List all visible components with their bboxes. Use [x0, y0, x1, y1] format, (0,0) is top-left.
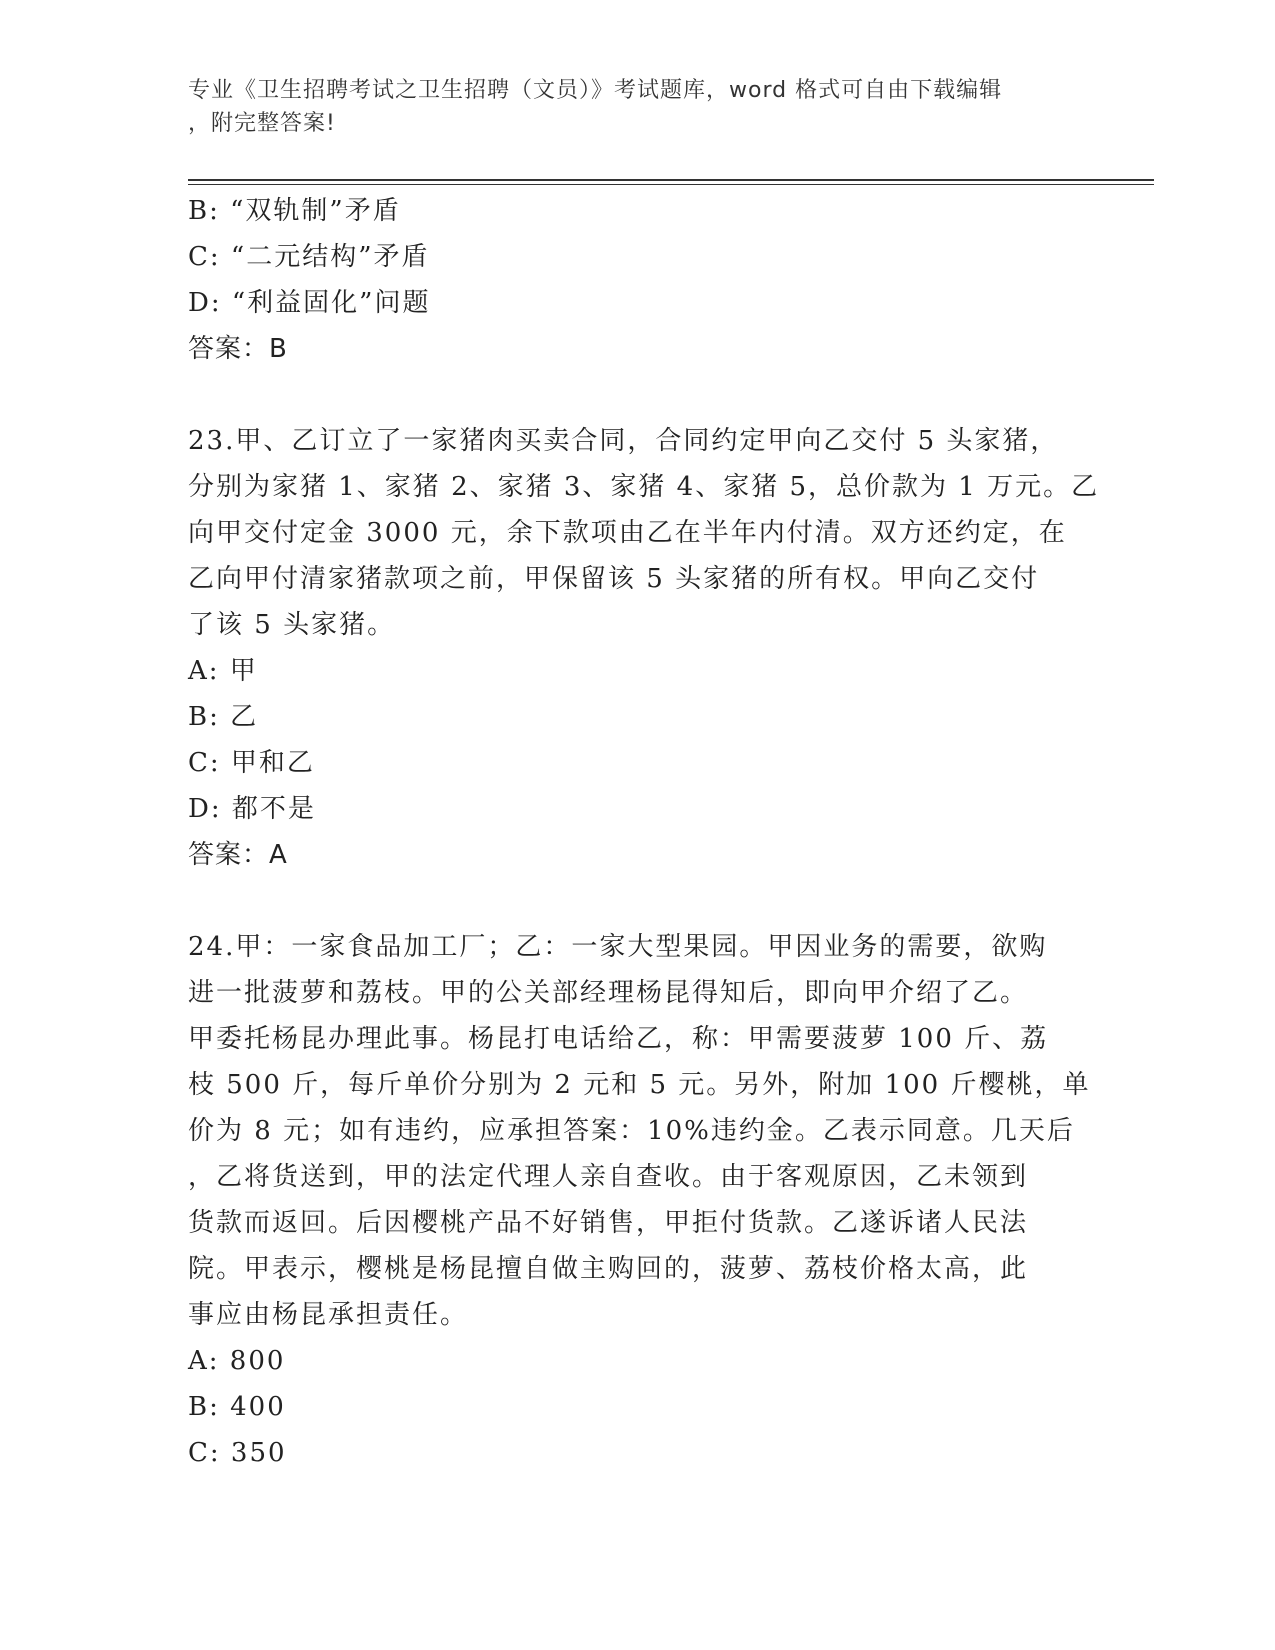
- option-a: A: 甲: [188, 656, 258, 686]
- option-d: D: “利益固化”问题: [188, 288, 431, 318]
- question-text-line: ，乙将货送到，甲的法定代理人亲自查收。由于客观原因，乙未领到: [188, 1162, 1029, 1192]
- question-text-line: 院。甲表示，樱桃是杨昆擅自做主购回的，菠萝、荔枝价格太高，此: [188, 1254, 1029, 1284]
- option-a: A: 800: [188, 1346, 286, 1376]
- question-text-line: 向甲交付定金 3000 元，余下款项由乙在半年内付清。双方还约定，在: [188, 518, 1067, 548]
- option-c: C: “二元结构”矛盾: [188, 242, 430, 272]
- header-line-1: 专业《卫生招聘考试之卫生招聘（文员）》考试题库，word 格式可自由下载编辑: [188, 78, 1003, 103]
- question-text-line: 进一批菠萝和荔枝。甲的公关部经理杨昆得知后，即向甲介绍了乙。: [188, 978, 1029, 1008]
- header-divider-thick: [188, 179, 1154, 181]
- question-text-line: 了该 5 头家猪。: [188, 610, 396, 640]
- header-line-2: ，附完整答案!: [188, 111, 336, 136]
- option-b: B: 400: [188, 1392, 286, 1422]
- question-text-line: 甲委托杨昆办理此事。杨昆打电话给乙，称：甲需要菠萝 100 斤、荔: [188, 1024, 1049, 1054]
- spacer: [188, 878, 1088, 924]
- question-list: [188, 188, 1100, 1476]
- question-text-line: 价为 8 元；如有违约，应承担答案：10%违约金。乙表示同意。几天后: [188, 1116, 1075, 1146]
- option-d: D: 都不是: [188, 794, 316, 824]
- option-c: C: 350: [188, 1438, 287, 1468]
- question-text-line: 事应由杨昆承担责任。: [188, 1300, 469, 1330]
- spacer: [188, 372, 1088, 418]
- answer-label: 答案：B: [188, 334, 288, 364]
- question-23: [188, 418, 1100, 878]
- question-text-line: 23.甲、乙订立了一家猪肉买卖合同，合同约定甲向乙交付 5 头家猪，: [188, 426, 1059, 456]
- question-text-line: 乙向甲付清家猪款项之前，甲保留该 5 头家猪的所有权。甲向乙交付: [188, 564, 1040, 594]
- answer-label: 答案：A: [188, 840, 288, 870]
- question-text-line: 24.甲：一家食品加工厂；乙：一家大型果园。甲因业务的需要，欲购: [188, 932, 1048, 962]
- question-text-line: 分别为家猪 1、家猪 2、家猪 3、家猪 4、家猪 5，总价款为 1 万元。乙: [188, 472, 1100, 502]
- document-header: [188, 74, 1088, 140]
- header-divider-thin: [188, 184, 1154, 185]
- question-22: [188, 188, 1088, 372]
- option-b: B: 乙: [188, 702, 259, 732]
- option-b: B: “双轨制”矛盾: [188, 196, 401, 226]
- question-text-line: 枝 500 斤，每斤单价分别为 2 元和 5 元。另外，附加 100 斤樱桃，单: [188, 1070, 1091, 1100]
- question-text-line: 货款而返回。后因樱桃产品不好销售，甲拒付货款。乙遂诉诸人民法: [188, 1208, 1029, 1238]
- option-c: C: 甲和乙: [188, 748, 315, 778]
- question-24: [188, 924, 1091, 1476]
